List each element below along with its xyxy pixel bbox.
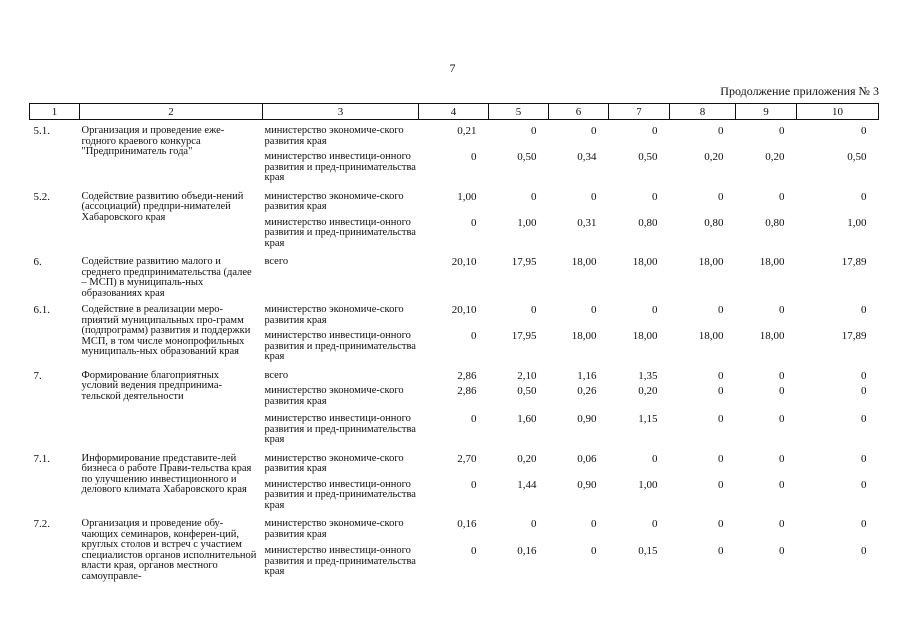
responsible-executor: министерство инвестици-онного развития и пред-принимательства края: [264, 151, 416, 183]
value-cell: 0,20: [517, 452, 537, 465]
value-cell: 2,10: [517, 369, 537, 382]
responsible-executor: министерство инвестици-онного развития и пред-принимательства края: [264, 478, 416, 511]
value-cell: 17,95: [511, 330, 537, 342]
value-cell: 0: [861, 413, 867, 425]
value-cell: 0,26: [577, 385, 597, 397]
value-cell: 0,80: [638, 216, 658, 229]
value-cell: 0,31: [577, 216, 597, 229]
value-cell: 0: [471, 216, 477, 229]
header-cell: 3: [263, 104, 419, 120]
value-cell: 0,50: [517, 151, 537, 163]
value-cell: 1,16: [577, 369, 597, 382]
value-cell: 0: [779, 125, 785, 137]
page-number: 7: [449, 61, 456, 75]
value-cell: 1,44: [517, 478, 537, 491]
value-cell: 0: [861, 518, 867, 530]
value-cell: 0: [718, 413, 724, 425]
item-code: 6.: [33, 256, 42, 268]
responsible-executor: всего: [264, 256, 289, 267]
item-name: Информирование представите-лей бизнеса о работе Прави-тельства края по улучшению инвестиционного и делового климата Хабаровского края: [81, 452, 252, 495]
value-cell: 0: [718, 125, 724, 137]
table-row: [30, 513, 879, 541]
value-cell: 20,10: [451, 256, 477, 268]
item-code: 7.2.: [33, 518, 50, 530]
value-cell: 0: [861, 369, 867, 382]
value-cell: 0: [471, 545, 477, 558]
value-cell: 18,00: [698, 256, 724, 268]
item-code: 6.1.: [33, 304, 50, 316]
value-cell: 0: [779, 304, 785, 316]
value-cell: 0: [779, 413, 785, 425]
item-name: Содействие развитию объеди-нений (ассоциаций) предпри-нимателей Хабаровского края: [81, 190, 244, 223]
value-cell: 0: [718, 518, 724, 530]
responsible-executor: министерство экономиче-ского развития края: [264, 385, 404, 407]
value-cell: 0: [591, 304, 597, 316]
value-cell: 0,20: [638, 385, 658, 397]
value-cell: 0: [652, 518, 658, 530]
value-cell: 1,15: [638, 413, 658, 425]
item-name: Содействие в реализации меро-приятий муниципальных про-грамм (подпрограмм) развития и поддержки МСП, в том числе монопрофильных муниципаль-ных образований края: [81, 304, 251, 357]
value-cell: 0: [471, 330, 477, 342]
value-cell: 0: [718, 190, 724, 203]
value-cell: 0,90: [577, 478, 597, 491]
value-cell: 20,10: [451, 304, 477, 316]
value-cell: 18,00: [571, 330, 597, 342]
value-cell: 1,00: [517, 216, 537, 229]
table-row: [30, 299, 879, 326]
header-cell: 1: [30, 104, 80, 120]
value-cell: 0,50: [638, 151, 658, 163]
value-cell: 1,35: [638, 369, 658, 382]
table-row: [30, 120, 879, 148]
responsible-executor: министерство инвестици-онного развития и пред-принимательства края: [264, 545, 416, 578]
value-cell: 0: [591, 125, 597, 137]
value-cell: 0: [718, 385, 724, 397]
value-cell: 0,16: [457, 518, 477, 530]
value-cell: 0: [779, 478, 785, 491]
value-cell: 0: [718, 545, 724, 558]
value-cell: 0: [531, 190, 537, 203]
value-cell: 0,80: [704, 216, 724, 229]
table-row: [30, 365, 879, 382]
value-cell: 2,86: [457, 369, 477, 382]
value-cell: 0: [652, 190, 658, 203]
item-name: Формирование благоприятных условий ведения предпринима-тельской деятельности: [81, 369, 223, 402]
continuation-label: Продолжение приложения № 3: [720, 84, 879, 98]
value-cell: 0,06: [577, 452, 597, 465]
value-cell: 0: [718, 304, 724, 316]
value-cell: 0,21: [457, 125, 477, 137]
value-cell: 0: [718, 478, 724, 491]
expenditure-table: [29, 103, 879, 582]
value-cell: 17,89: [841, 330, 867, 342]
value-cell: 0,50: [517, 385, 537, 397]
responsible-executor: министерство инвестици-онного развития и пред-принимательства края: [264, 216, 416, 249]
value-cell: 1,00: [847, 216, 867, 229]
responsible-executor: всего: [264, 369, 289, 381]
responsible-executor: министерство экономиче-ского развития края: [264, 452, 404, 474]
item-name: Организация и проведение еже-годного краевого конкурса "Предприниматель года": [81, 125, 225, 157]
value-cell: 0,16: [517, 545, 537, 558]
value-cell: 0: [861, 304, 867, 316]
value-cell: 1,60: [517, 413, 537, 425]
value-cell: 0: [779, 545, 785, 558]
value-cell: 0: [531, 304, 537, 316]
item-name: Содействие развитию малого и среднего предпринимательства (далее – МСП) в муниципаль-ных образованиях края: [81, 256, 252, 299]
responsible-executor: министерство экономиче-ского развития края: [264, 125, 404, 147]
value-cell: 0,15: [638, 545, 658, 558]
value-cell: 0,50: [847, 151, 867, 163]
value-cell: 18,00: [632, 256, 658, 268]
header-cell: 4: [419, 104, 489, 120]
header-cell: 2: [80, 104, 263, 120]
value-cell: 1,00: [638, 478, 658, 491]
value-cell: 0: [652, 304, 658, 316]
value-cell: 0: [652, 452, 658, 465]
value-cell: 0: [779, 369, 785, 382]
value-cell: 18,00: [632, 330, 658, 342]
header-cell: 7: [609, 104, 670, 120]
table-row: [30, 186, 879, 213]
header-cell: 6: [549, 104, 609, 120]
value-cell: 0: [779, 385, 785, 397]
value-cell: 18,00: [759, 330, 785, 342]
value-cell: 18,00: [759, 256, 785, 268]
header-row: [30, 104, 879, 120]
value-cell: 17,95: [511, 256, 537, 268]
value-cell: 0: [591, 545, 597, 558]
value-cell: 0: [861, 478, 867, 491]
value-cell: 0,20: [704, 151, 724, 163]
value-cell: 0,20: [765, 151, 785, 163]
value-cell: 2,86: [457, 385, 477, 397]
header-cell: 8: [670, 104, 736, 120]
value-cell: 0: [861, 190, 867, 203]
value-cell: 0: [718, 452, 724, 465]
value-cell: 0: [591, 518, 597, 530]
value-cell: 18,00: [698, 330, 724, 342]
value-cell: 0: [861, 545, 867, 558]
item-code: 5.1.: [33, 125, 50, 137]
value-cell: 0: [471, 478, 477, 491]
responsible-executor: министерство инвестици-онного развития и пред-принимательства края: [264, 330, 416, 362]
responsible-executor: министерство инвестици-онного развития и пред-принимательства края: [264, 413, 416, 445]
value-cell: 0: [471, 151, 477, 163]
value-cell: 1,00: [457, 190, 477, 203]
value-cell: 0: [779, 452, 785, 465]
item-name: Организация и проведение обу-чающих семинаров, конферен-ций, круглых столов и встреч с участием специалистов органов исполнительной власти края, органов местного самоуправле-: [81, 518, 257, 582]
value-cell: 0,90: [577, 413, 597, 425]
value-cell: 0: [779, 518, 785, 530]
value-cell: 2,70: [457, 452, 477, 465]
value-cell: 0: [861, 125, 867, 137]
item-code: 7.1.: [33, 452, 50, 465]
responsible-executor: министерство экономиче-ского развития края: [264, 190, 404, 212]
value-cell: 0: [531, 518, 537, 530]
value-cell: 18,00: [571, 256, 597, 268]
header-cell: 9: [736, 104, 797, 120]
table-row: [30, 448, 879, 475]
responsible-executor: министерство экономиче-ского развития края: [264, 518, 404, 540]
value-cell: 0: [531, 125, 537, 137]
value-cell: 0,34: [577, 151, 597, 163]
value-cell: 0: [591, 190, 597, 203]
value-cell: 0: [718, 369, 724, 382]
table-row: [30, 251, 879, 299]
header-cell: 5: [489, 104, 549, 120]
item-code: 5.2.: [33, 190, 50, 203]
value-cell: 0: [861, 452, 867, 465]
item-code: 7.: [33, 369, 42, 382]
responsible-executor: министерство экономиче-ского развития края: [264, 304, 404, 326]
value-cell: 0: [861, 385, 867, 397]
value-cell: 0,80: [765, 216, 785, 229]
value-cell: 17,89: [841, 256, 867, 268]
value-cell: 0: [652, 125, 658, 137]
value-cell: 0: [779, 190, 785, 203]
header-cell: 10: [797, 104, 879, 120]
value-cell: 0: [471, 413, 477, 425]
table-body: [30, 120, 879, 583]
